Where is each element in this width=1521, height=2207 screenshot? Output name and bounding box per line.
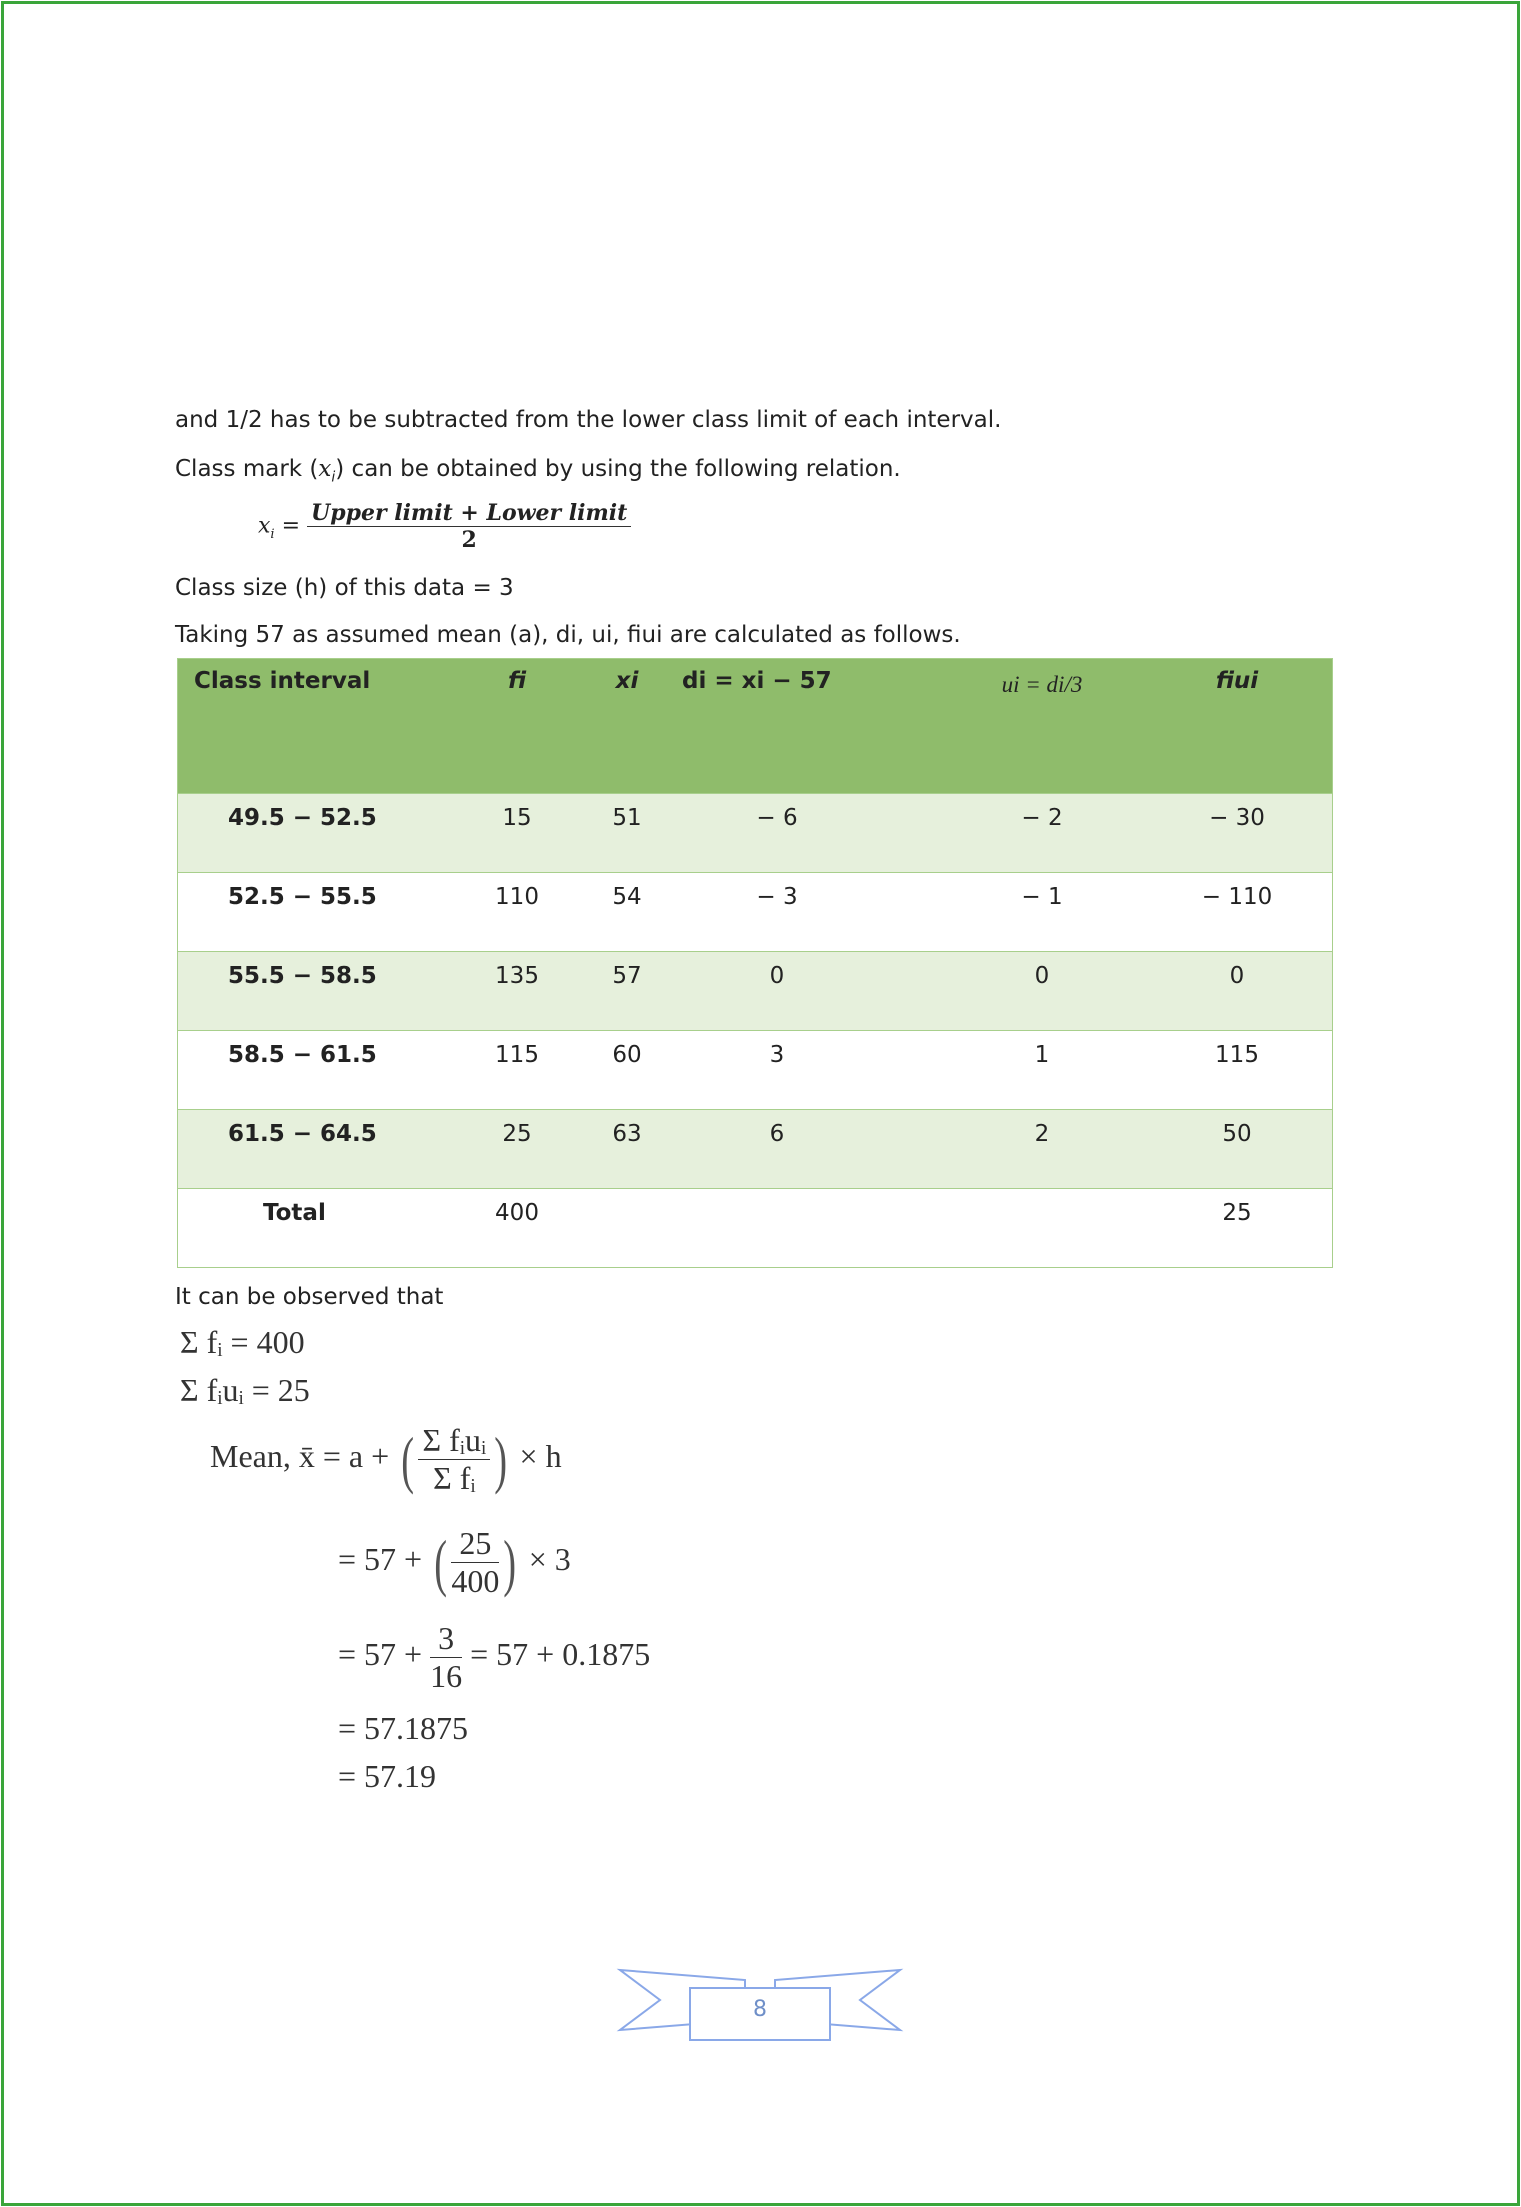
header-fi: fi <box>452 659 582 794</box>
table-cell: 55.5 − 58.5 <box>178 952 453 1031</box>
table-cell: − 6 <box>672 794 942 873</box>
table-cell: 135 <box>452 952 582 1031</box>
step-text: × 3 <box>528 1540 571 1577</box>
step-text: = 57 + <box>338 1540 423 1577</box>
mean-den: Σ fᵢ <box>433 1460 476 1496</box>
table-cell: 0 <box>672 952 942 1031</box>
text-line: It can be observed that <box>175 1284 444 1310</box>
mean-num: Σ fᵢuᵢ <box>418 1422 490 1460</box>
header-di: di = xi − 57 <box>672 659 942 794</box>
table-row <box>178 1189 1333 1268</box>
sub: i <box>270 526 275 542</box>
table-cell: 60 <box>582 1031 672 1110</box>
text-line: and 1/2 has to be subtracted from the lower class limit of each interval. <box>175 407 1002 433</box>
page-number: 8 <box>753 1997 767 2022</box>
mean-step-2 <box>338 1620 650 1695</box>
table-cell: − 2 <box>942 794 1142 873</box>
table-cell: 25 <box>1142 1189 1333 1268</box>
step-den: 400 <box>451 1563 500 1599</box>
table-cell: 61.5 − 64.5 <box>178 1110 453 1189</box>
header-ui: ui = di/3 <box>942 659 1142 794</box>
header-xi: xi <box>582 659 672 794</box>
table-cell: 3 <box>672 1031 942 1110</box>
table-cell: 63 <box>582 1110 672 1189</box>
table-cell: 25 <box>452 1110 582 1189</box>
mean-step-1: = 57 + ( $\frac{25}{400}$ ) × 3 <box>338 1525 571 1599</box>
table-cell: 115 <box>452 1031 582 1110</box>
table-cell: 400 <box>452 1189 582 1268</box>
table-cell <box>942 1189 1142 1268</box>
step-num: 3 <box>430 1620 462 1658</box>
frequency-table <box>177 658 1333 1268</box>
table-cell: 0 <box>1142 952 1333 1031</box>
table-cell: Total <box>178 1189 453 1268</box>
table-cell: 115 <box>1142 1031 1333 1110</box>
text-span: Class mark ( <box>175 456 319 482</box>
mean-formula: Mean, x̄ = a + ( $\frac{\text{Σ fᵢuᵢ}}{\text{Σ fᵢ}}$ ) × h <box>210 1422 562 1496</box>
sum-fu: Σ fᵢuᵢ = 25 <box>180 1372 310 1408</box>
table-cell: − 1 <box>942 873 1142 952</box>
table-cell: 1 <box>942 1031 1142 1110</box>
table-row <box>178 1110 1333 1189</box>
class-mark-formula: $x_i$ = $\frac{\text{Upper limit + Lower limit}}{2}$ <box>258 500 631 553</box>
text-line: Taking 57 as assumed mean (a), di, ui, fiui are calculated as follows. <box>175 622 961 648</box>
table-cell: 57 <box>582 952 672 1031</box>
var: x <box>258 513 271 539</box>
table-cell: 0 <box>942 952 1142 1031</box>
table-cell: 58.5 − 61.5 <box>178 1031 453 1110</box>
text-line: Class size (h) of this data = 3 <box>175 575 514 601</box>
table-cell <box>582 1189 672 1268</box>
table-cell: − 30 <box>1142 794 1333 873</box>
table-cell: 6 <box>672 1110 942 1189</box>
table-cell: − 3 <box>672 873 942 952</box>
table-cell: 52.5 − 55.5 <box>178 873 453 952</box>
header-fiui: fiui <box>1142 659 1333 794</box>
table-cell: 49.5 − 52.5 <box>178 794 453 873</box>
var: x <box>318 456 332 482</box>
text-line <box>175 456 901 486</box>
formula-denominator: 2 <box>461 527 477 553</box>
step-text: = 57 + <box>338 1635 423 1672</box>
table-cell: − 110 <box>1142 873 1333 952</box>
table-cell: 15 <box>452 794 582 873</box>
mean-step-4: = 57.19 <box>338 1758 437 1794</box>
sub: i <box>331 469 336 486</box>
sum-f: Σ fᵢ = 400 <box>180 1324 305 1360</box>
mean-step-3: = 57.1875 <box>338 1710 469 1746</box>
text-span: ) can be obtained by using the following relation. <box>335 456 901 482</box>
table-cell: 50 <box>1142 1110 1333 1189</box>
step-text: = 57 + 0.1875 <box>470 1635 651 1672</box>
table-row <box>178 1031 1333 1110</box>
mean-tail: × h <box>519 1437 562 1474</box>
table-cell: 51 <box>582 794 672 873</box>
step-den: 16 <box>430 1658 463 1694</box>
step-num: 25 <box>451 1525 499 1563</box>
mean-label: Mean, x̄ = a + <box>210 1437 390 1474</box>
table-row <box>178 794 1333 873</box>
table-cell: 2 <box>942 1110 1142 1189</box>
table-row <box>178 873 1333 952</box>
table-cell: 54 <box>582 873 672 952</box>
formula-numerator: Upper limit + Lower limit <box>307 500 631 527</box>
table-cell: 110 <box>452 873 582 952</box>
table-cell <box>672 1189 942 1268</box>
header-class-interval: Class interval <box>178 659 453 794</box>
table-row <box>178 952 1333 1031</box>
